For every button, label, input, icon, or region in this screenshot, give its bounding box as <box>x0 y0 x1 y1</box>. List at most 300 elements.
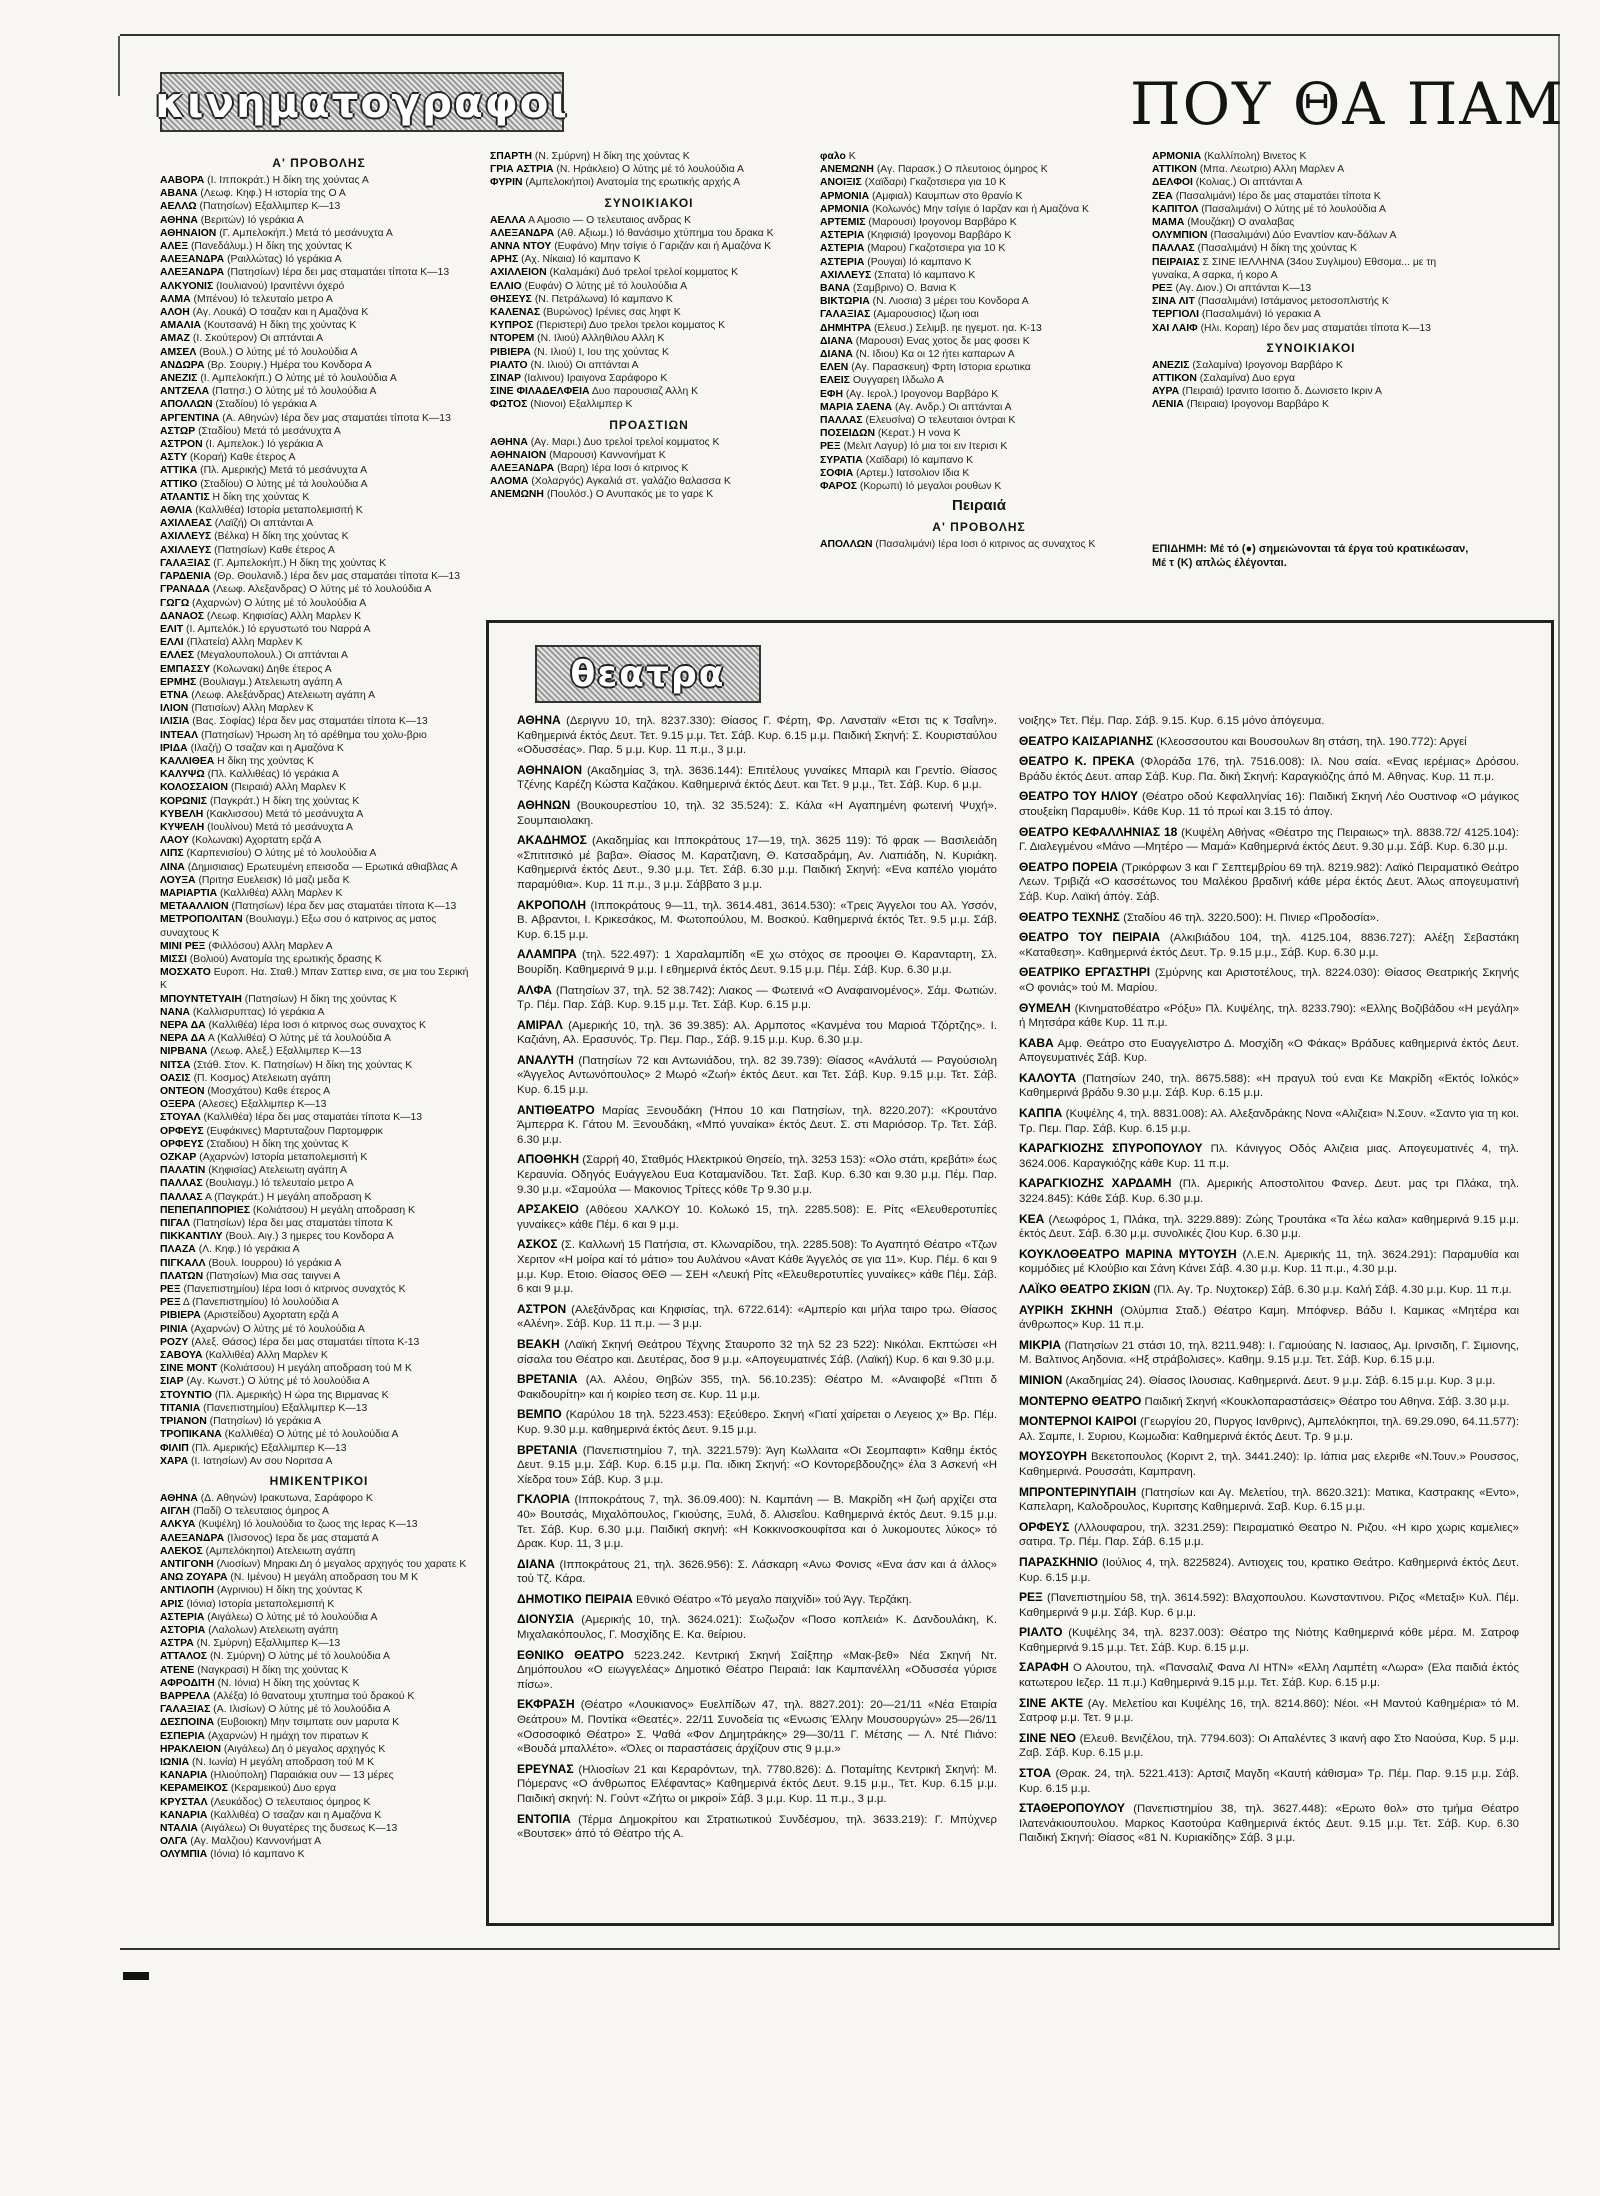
listing-details: (Μεγαλουπολουλ.) Οι απτάνται Α <box>196 650 348 662</box>
listing-entry <box>490 227 808 240</box>
listing-details: (Αγ. Λουκά) Ο τσαζαν και η Αμαζόνα Κ <box>192 307 369 319</box>
listing-details: (Πλ. Καλλιθέας) Ιό γεράκια Α <box>207 769 339 781</box>
listing-details: (Πατησίων) Καθε έτερος Α <box>214 544 335 556</box>
listing-details: (Αγρινιου) Η δίκη της χούντας Κ <box>216 1585 363 1597</box>
listing-details: (Ιλαζή) Ο τσαζαν και η Αμαζόνα Κ <box>190 742 344 754</box>
theatre-details: 5223.242. Κεντρική Σκηνή Σαίξπηρ «Μακ-βεθ» Νέα Σκηνή Ντ. Δημόπουλου «Ο ειωγγελέας» Δημοτικό Θέατρο Πειραιά: Ιακ Καμπανέλλη «Οδυσσέα γύρισε πίσω». <box>517 1649 997 1691</box>
listing-entry <box>160 1164 478 1177</box>
listing-name: ΑΝΤΖΕΛΑ <box>160 386 210 398</box>
listing-details: (Καλλιθέα) Αλλη Μαρλεν Κ <box>220 887 343 899</box>
listing-name: ΑΘΗΝΑ <box>160 1492 198 1504</box>
listing-details: (Πουλόσ.) Ο Ανυπακός με το γαρε Κ <box>546 489 714 501</box>
listing-entry <box>160 966 478 992</box>
listing-details: (Πασαλιμάνι) Ιό γερακια Α <box>1201 309 1321 321</box>
listing-entry <box>160 253 478 266</box>
listing-name: ΑΙΓΛΗ <box>160 1506 190 1518</box>
listing-name: ΜΙΝΙ ΡΕΞ <box>160 940 206 952</box>
listing-entry <box>820 176 1138 189</box>
cinema-column-1 <box>160 150 478 1861</box>
listing-entry <box>820 427 1138 440</box>
listing-details: (Λεωφ. Αλεξανδρας) Ο λύτης μέ τό λουλούδια Α <box>212 584 432 596</box>
listing-entry <box>160 1677 478 1690</box>
listing-name: ΑΘΗΝΑΙΟΝ <box>490 449 547 461</box>
listing-name: ΦΑΡΟΣ <box>820 481 858 493</box>
theatre-details: (Ακαδημίας και Ιπποκράτους 17—19, τηλ. 3625 119): Τό φρακ — Βασιλειάδη «Σπιτιτσικό μέ βαβα». Θίασος Μ. Καρατζιανη, Θ. Κατσαδράμη, Αν. Λιαπιάδη, Ν. Κυριάκη. Καθημερινά έκτός Δευτ., 9.30 μ.μ. Τετ. Σάβ. 6.30 μ.μ. Παιδική Σκηνή: «Ενα καπέλο γιομάτο παραμύθια». Κυρ. 11 π.μ., 3 μ.μ. Σάββατο 3 μ.μ. <box>517 835 997 891</box>
listing-entry <box>820 467 1138 480</box>
theatre-entry <box>1019 1282 1519 1298</box>
listing-name: ΑΜΣΕΛ <box>160 346 197 358</box>
listing-name: ΜΑΡΙΑΡΤΙΑ <box>160 887 218 899</box>
theatre-entry <box>517 798 997 828</box>
listing-details: (Μαρου) Γκαζοτσιερα για 10 Κ <box>867 243 1006 255</box>
theatre-name: ΚΟΥΚΛΟΘΕΑΤΡΟ ΜΑΡΙΝΑ ΜΥΤΟΥΣΗ <box>1019 1246 1237 1261</box>
theatre-entry <box>517 947 997 977</box>
listing-details: (Ιλισονος) Ιερα δε μας σταματά Α <box>227 1532 379 1544</box>
listing-entry <box>160 1558 478 1571</box>
theatre-column-left <box>517 713 997 1913</box>
listing-details: (Μπένου) Ιό τελευταίο μετρο Α <box>193 293 333 305</box>
listing-name: ΙΝΤΕΑΛ <box>160 729 199 741</box>
listing-entry <box>1152 176 1470 189</box>
listing-entry <box>160 755 478 768</box>
listing-name: ΚΥΒΕΛΗ <box>160 808 204 820</box>
theatre-details: Εθνικό Θέατρο «Τό μεγαλο παιχνίδι» τού Άγγ. Τερζάκη. <box>636 1593 912 1606</box>
listing-name: ΔΙΑΝΑ <box>820 335 853 347</box>
col4-suburban-list <box>1152 359 1470 412</box>
listing-name: ΑΡΜΟΝΙΑ <box>820 190 870 202</box>
listing-name: ΑΘΗΝΑ <box>160 214 198 226</box>
listing-entry <box>160 913 478 939</box>
theatre-name: ΒΡΕΤΑΝΙΑ <box>517 1442 578 1457</box>
theatre-name: ΑΥΡΙΚΗ ΣΚΗΝΗ <box>1019 1302 1113 1317</box>
listing-name: ΡΙΒΙΕΡΑ <box>160 1310 201 1322</box>
listing-entry <box>160 834 478 847</box>
listing-details: (Καρπενισίου) Ο λύτης μέ τό λουλούδια Α <box>186 848 377 860</box>
listing-details: (Ν. Σμύρνη) Εξαλλιμπερ Κ—13 <box>196 1638 341 1650</box>
theatre-details: (Ιπποκράτους 9—11, τηλ. 3614.481, 3614.530): «Τρεις Άγγελοι του Αλ. Υσσόν, Β. Αβραντοι, Ι. Κρικεσάκος, Μ. Φωτοπούλου, Μ. Βοσκού. Καθημερινά έκτός Τετ. 9.5 μ.μ. Σάβ. Κυρ. 6.15 μ.μ. <box>517 899 997 941</box>
listing-name: ΑΝΕΖΙΣ <box>160 373 198 385</box>
listing-name: ΣΤΟΥΝΤΙΟ <box>160 1389 212 1401</box>
listing-name: ΤΡΟΠΙΚΑΝΑ <box>160 1429 222 1441</box>
listing-details: (Α. Ιλισίων) Ο λύτης μέ τό λουλούδια Α <box>213 1704 391 1716</box>
theatre-name: ΡΙΑΛΤΟ <box>1019 1625 1063 1640</box>
listing-entry <box>160 610 478 623</box>
listing-entry <box>160 1809 478 1822</box>
theatre-details: (Γεωργίου 20, Πυργος Ιανθρινς), Αμπελόκηποι, τηλ. 69.29.090, 64.11.577): Αλ. Σαμπε, Ι. Συριου, Κωμωδια: Καθημερινά έκτός Δευτ. Τρ. 9 μ.μ. <box>1019 1416 1519 1443</box>
listing-entry <box>160 570 478 583</box>
listing-name: ΦΥΡΙΝ <box>490 177 523 189</box>
listing-name: ΧΑΙ ΛΑΙΦ <box>1152 322 1198 334</box>
listing-name: ΠΑΛΑΤΙΝ <box>160 1165 206 1177</box>
listing-entry <box>160 1019 478 1032</box>
theatre-entry <box>517 1018 997 1048</box>
theatre-entry <box>1019 930 1519 960</box>
theatre-entry <box>517 1592 997 1608</box>
theatre-name: ΣΤΑΘΕΡΟΠΟΥΛΟΥ <box>1019 1801 1125 1816</box>
listing-entry <box>490 332 808 345</box>
theatre-details: (Πατησίων και Αγ. Μελετίου, τηλ. 8620.321): Ματικα, Καστρακης «Εντο», Καπελαρη, Καλοδρουλος, Κυριτσης Καθημερινά. Σαβ. Κυρ. 6.15 μ.μ. <box>1019 1486 1519 1514</box>
listing-name: φαλο <box>820 151 846 162</box>
theatre-entry <box>517 1152 997 1197</box>
listing-name: ΑΝΩ ΖΟΥΑΡΑ <box>160 1572 228 1584</box>
theatre-entry <box>1019 1247 1519 1277</box>
listing-details: (Μπα. Λεωτριο) Αλλη Μαρλεν Α <box>1199 164 1345 176</box>
theatre-details: (Φλοράδα 176, τηλ. 7516.008): Ιλ. Νου σαία. «Ενας ιερέμιας» Δρόσου. Βράδυ έκτός Δευτ. απαρ Σάβ. Κυρ. Πα. δική Σκηνή: Καραγκιόζης άπό Μ. Αθηνας. Κυρ. 11 π.μ. <box>1019 756 1519 783</box>
theatre-details: (Θέατρο οδού Κεφαλληνίας 16): Παιδική Σκηνή Λέο Ουστινοφ «Ο μάγικος στουξείκη Παραμυθί». Κάθε Κυρ. 11 τό πρωί και 3.15 τό άπογ. <box>1019 791 1519 818</box>
listing-details: (Καλλιθέα) Ιέρα Ιοσι ό κιτρινος σως συναχτος Κ <box>208 1020 426 1031</box>
listing-details: (Ρουγαι) Ιό καμπανο Κ <box>867 256 972 268</box>
evening-heading: ΗΜΙΚΕΝΤΡΙΚΟΙ <box>269 1473 369 1488</box>
theatre-entry <box>1019 1766 1519 1796</box>
theatre-details: (Αμερικής 10, τηλ. 3624.021): Σωζωζον «Ποσο κοπλειά» Κ. Δανδουλάκη, Κ. Μιχαλακόπουλος, Γ. Μοσχίδης Ε. Κα. θείριου. <box>517 1614 998 1642</box>
listing-name: ΖΕΑ <box>1152 190 1173 202</box>
listing-name: ΑΥΡΑ <box>1152 386 1180 398</box>
listing-name: ΙΡΙΔΑ <box>160 742 188 754</box>
theatre-details: (Κινηματοθέατρο «Ρόξυ» Πλ. Κυψέλης, τηλ. 8233.790): «Ελλης Βοζιβάδου «Η μεγάλη» ή Μητσάρα κάθε Κυρ. 11 π.μ. <box>1019 1002 1519 1030</box>
listing-details: (Κολωνός) Μην τσίγιε ό Ιαρζαν και ή Αμαζόνα Κ <box>871 203 1089 215</box>
listing-entry <box>160 1389 478 1402</box>
listing-name: ΓΡΑΝΑΔΑ <box>160 584 210 596</box>
theatre-name: ΕΡΕΥΝΑΣ <box>517 1761 574 1776</box>
listing-entry <box>160 742 478 755</box>
listing-details: (Ευφάκινες) Μαρτυταζουν Παρτομφρικ <box>206 1125 383 1137</box>
listing-details: (Λ. Κηφ.) Ιό γεράκια Α <box>198 1244 300 1256</box>
listing-details: (Πασαλιμάνι) Ιέρα Ιοσι ό κιτρινος ας συναχτος Κ <box>875 539 1096 551</box>
listing-details: (Πλ. Αμερικής) Η ώρα της Βιρμανας Κ <box>214 1389 389 1401</box>
listing-entry <box>160 1283 478 1296</box>
listing-entry <box>160 1296 478 1309</box>
listing-details: (Κακλισσου) Μετά τό μεσάνυχτα Α <box>206 808 364 820</box>
listing-details: (Λεωφ. Κηφισίας) Αλλη Μαρλεν Κ <box>206 610 362 622</box>
listing-name: ΟΝΤΕΟΝ <box>160 1086 205 1098</box>
listing-entry <box>160 663 478 676</box>
theatre-entry <box>517 833 997 892</box>
listing-name: ΜΟΣΧΑΤΟ <box>160 967 211 979</box>
theatre-entry <box>517 1237 997 1296</box>
cinema-column-3 <box>820 150 1138 640</box>
listing-name: ΜΙΣΣΙ <box>160 953 187 965</box>
theatre-name: ΑΜΙΡΑΛ <box>517 1017 563 1032</box>
listing-entry <box>160 676 478 689</box>
listing-entry <box>160 1045 478 1058</box>
listing-entry <box>820 190 1138 203</box>
left-rule <box>118 36 120 96</box>
listing-entry <box>160 1217 478 1230</box>
listing-entry <box>160 993 478 1006</box>
listing-entry <box>160 861 478 874</box>
listing-details: (Πασαλιμάνι) Ο λύτης μέ τό λουλούδια Α <box>1201 203 1386 215</box>
listing-name: ΑΡΤΕΜΙΣ <box>820 217 866 229</box>
listing-name: ΑΛΕΞ <box>160 241 189 253</box>
listing-name: ΝΤΟΡΕΜ <box>490 333 535 345</box>
listing-name: ΠΑΛΛΑΣ <box>160 1178 203 1190</box>
listing-details: (Κηφισιά) Ιρογονομ Βαρβάρο Κ <box>867 230 1012 242</box>
listing-details: (Πειραιά) Αλλη Μαρλεν Κ <box>230 782 347 794</box>
theatre-details: (Αμερικής 10, τηλ. 36 39.385): Αλ. Αρμποτος «Κανμένα του Μαριοά Τζόρτζης». Ι. Καζιάνη, Αλ. Ερασυνός. Τρ. Πεμ. Παρ., Σάβ. 9.15 μ.μ. Κυρ. 6.30 μ.μ. <box>517 1019 997 1047</box>
listing-details: (Πασαλιμάνι) Ιστάμανος μετοσοπλιστής Κ <box>1197 296 1389 308</box>
listing-details: Δυο παρουσιαζ Αλλη Κ <box>591 386 699 398</box>
listing-details: (Ν. Ηράκλειο) Ο λύτης μέ τό λουλούδια Α <box>556 164 744 176</box>
top-rule <box>120 34 1560 36</box>
listing-details: (Βουλ. Ιουρρου) Ιό γεράκια Α <box>208 1257 342 1269</box>
outskirts-list <box>490 436 808 502</box>
listing-entry <box>160 1415 478 1428</box>
listing-details: (Πατησίων) Μια σας ταιγνει Α <box>205 1270 341 1282</box>
listing-entry <box>160 544 478 557</box>
listing-details: (Καλλισρυπτας) Ιό γεράκια Α <box>192 1006 325 1018</box>
theatre-name: ΓΚΛΟΡΙΑ <box>517 1492 570 1507</box>
listing-details: (Ιουλίνου) Μετά τό μεσάνυχτα Α <box>207 821 353 833</box>
listing-name: ΡΕΞ <box>160 1297 181 1309</box>
listing-name: ΑΧΙΛΛΕΥΣ <box>820 269 872 281</box>
listing-details: (Σαλαμίνα) Δυο εργα <box>1199 373 1295 385</box>
listing-name: ΑΣΤΕΡΙΑ <box>820 256 865 268</box>
listing-details: (Πατησίων) Ήρωση λη τό αρέθημα του χολυ-βριο <box>201 729 427 741</box>
theatre-details: (Πλ. Αγ. Τρ. Νυχτοκερ) Σάβ. 6.30 μ.μ. Καλή Σάβ. 4.30 μ.μ. Κυρ. 11 π.μ. <box>1153 1284 1512 1296</box>
listing-details: (Πασαλιμάνι) Ιέρο δε μας σταματάει τίποτα Κ <box>1175 190 1381 202</box>
listing-entry <box>160 1637 478 1650</box>
theatre-details: (Δεριγνυ 10, τηλ. 8237.330): Θίασος Γ. Φέρτη, Φρ. Λανσταϊν «Ετσι τις κ Τσαΐνη». Καθημερινά έκτός Δευτ. Τετ. 9.15 μ.μ. Τετ. Σάβ. Κυρ. 6.15 μ.μ. Παιδική Σκηνή: Σ. Κουρισταύλου «Οδυσσέας». Παρ. 5 μ.μ. Κυρ. 11 π.μ., 3 μ.μ. <box>517 715 997 757</box>
listing-entry <box>490 475 808 488</box>
listing-name: ΣΙΝΑΡ <box>490 373 522 385</box>
listing-details: (Δημισιαιας) Ερωτευμένη επεισοδα — Ερωτικά αθιαβλας Α <box>187 861 458 873</box>
theatre-name: ΜΟΥΣΟΥΡΗ <box>1019 1449 1087 1464</box>
listing-name: ΝΙΡΒΑΝΑ <box>160 1046 208 1058</box>
listing-name: ΛΙΠΣ <box>160 848 184 860</box>
theatre-name: ΛΑΪΚΟ ΘΕΑΤΡΟ ΣΚΙΩΝ <box>1019 1282 1151 1296</box>
listing-details: (Αχαρνών) Ο λύτης μέ τό λουλούδια Α <box>192 597 367 609</box>
listing-details: (Πατησίων) Ιέρα δεν μας σταματάει τίποτα Κ—13 <box>231 901 457 913</box>
listing-entry <box>160 808 478 821</box>
listing-entry <box>160 385 478 398</box>
listing-details: (Ναγκρασι) Η δίκη της χούντας Κ <box>197 1664 349 1676</box>
theatre-entry <box>517 1697 997 1756</box>
listing-name: ΑΛΕΞΑΝΔΡΑ <box>160 267 225 279</box>
theatre-name: ΑΛΑΜΠΡΑ <box>517 947 577 962</box>
theatre-entry <box>517 1443 997 1488</box>
listing-entry <box>820 216 1138 229</box>
listing-entry <box>160 478 478 491</box>
listing-entry <box>160 1743 478 1756</box>
listing-entry <box>160 187 478 200</box>
listing-name: ΒΑΡΡΕΛΑ <box>160 1690 211 1702</box>
theatre-masthead <box>535 645 761 703</box>
listing-details: (Αλεσες) Εξαλλιμπερ Κ—13 <box>198 1099 327 1111</box>
theatre-details: (Ελευθ. Βενιζέλου, τηλ. 7794.603): Οι Απαλέντες 3 ικανή αφο Στο Ναούσα, Κυρ. 5 μ.μ. Ζαβ. Σάβ. Κυρ. 6.15 μ.μ. <box>1019 1732 1520 1760</box>
listing-entry <box>1152 190 1470 203</box>
listing-entry <box>160 464 478 477</box>
listing-name: ΠΑΛΛΑΣ <box>160 1191 203 1203</box>
listing-entry <box>160 1571 478 1584</box>
theatre-name: ΘΕΑΤΡΟ Κ. ΠΡΕΚΑ <box>1019 754 1135 769</box>
listing-details: (Ιόνια) Ιό καμπανο Κ <box>210 1849 305 1861</box>
listing-details: (Κολιάτσου) Η μεγάλη αποδραση Κ <box>252 1204 415 1216</box>
listing-details: (Λιοσίων) Μηρακι Δη ό μεγαλος αρχηγός του χαρατε Κ <box>216 1558 467 1570</box>
listing-name: ΑΘΗΝΑ <box>490 436 528 448</box>
piraeus-subheading: Α' ΠΡΟΒΟΛΗΣ <box>932 520 1026 535</box>
theatre-name: ΘΕΑΤΡΙΚΟ ΕΡΓΑΣΤΗΡΙ <box>1019 965 1151 980</box>
listing-entry <box>160 1098 478 1111</box>
theatre-name: ΜΠΡΟΝΤΕΡΙΝΥΠΑΙΗ <box>1019 1484 1137 1499</box>
theatre-name: ΑΡΣΑΚΕΙΟ <box>517 1202 579 1217</box>
listing-details: (Ι. Ιατησίων) Αν σου Νοριτσα Α <box>191 1455 333 1467</box>
listing-name: ΑΛΚΥΟΝΙΣ <box>160 280 214 292</box>
theatre-entry <box>517 1492 997 1551</box>
listing-entry <box>160 200 478 213</box>
theatre-name: ΘΕΑΤΡΟ ΚΑΙΣΑΡΙΑΝΗΣ <box>1019 733 1154 748</box>
listing-name: ΕΣΠΕΡΙΑ <box>160 1730 205 1742</box>
listing-entry <box>490 240 808 253</box>
listing-name: ΔΕΛΦΟΙ <box>1152 177 1193 189</box>
theatre-details: (Σταδίου 46 τηλ. 3220.500): Η. Πινιερ «Προδοσία». <box>1123 911 1380 924</box>
listing-details: (Αμπελόκηποι) Ατελειωτη αγάπη <box>205 1545 356 1557</box>
theatre-details: (Αγ. Μελετίου και Κυψέλης 16, τηλ. 8214.860): Νέοι. «Η Μαντού Καθημέρια» τό Μ. Σατροφ μ.μ. Τετ. 9 μ.μ. <box>1019 1697 1519 1725</box>
listing-name: ΚΥΠΡΟΣ <box>490 320 534 332</box>
listing-details: (Αγ. Ιερολ.) Ιρογονομ Βαρβάρο Κ <box>845 388 999 400</box>
listing-name: ΑΝΕΜΩΝΗ <box>820 164 874 176</box>
listing-details: (Βουλιαγμ.) Εξω σου ό κατρινος ας ματος συναχτους Κ <box>160 914 437 939</box>
listing-name: ΑΠΟΛΛΩΝ <box>160 399 213 411</box>
theatre-name: ΔΙΑΝΑ <box>517 1556 555 1571</box>
listing-details: (Α. Αθηνών) Ιέρα δεν μας σταματάει τίποτα Κ—13 <box>222 412 451 424</box>
listing-details: Κ <box>848 151 856 162</box>
listing-details: (Νιονοι) Εξαλλιμπερ Κ <box>530 399 633 411</box>
listing-entry <box>160 597 478 610</box>
theatre-details: Μαρίας Ξενουδάκη (Ήπου 10 και Πατησίων, τηλ. 8220.207): «Κρουτάνο Άμπερρα Κ. Γάτου Μ. Ξενουδάκη, «Μπό γυναίκα» έκτός Δευτ. Σ. στι Μαριόσορ. Τρ. Τετ. Σάβ. 6.30 μ.μ. <box>517 1104 997 1146</box>
listing-entry <box>1152 150 1470 163</box>
listing-name: ΑΕΛΛΑ <box>490 214 526 226</box>
listing-details: (Πειραιά) Ιρανιτο Ισοιτιο δ. Δωνισετο Ικριν Α <box>1182 386 1382 398</box>
listing-details: (Περιστερι) Δυο τρελοι τρελοι κομματος Κ <box>536 320 726 332</box>
listing-name: ΝΙΤΣΑ <box>160 1059 191 1071</box>
listing-entry <box>160 1848 478 1861</box>
listing-details: Η δίκη της χούντας Κ <box>212 491 310 503</box>
listing-details: Δ (Πανεπιστημίου) Ιό λουλούδια Α <box>182 1297 339 1309</box>
listing-entry <box>820 322 1138 335</box>
listing-entry <box>160 1716 478 1729</box>
theatre-details: (Ηλιοσίων 21 και Κεραρόντων, τηλ. 7780.826): Δ. Ποταμίτης Κεντρική Σκηνή: Μ. Πόμερανς «Ο άνθρωπος Ελέφαντας» Καθημερινά έκτός Δευτ. 9.15 μ.μ., Τετ. Κυρ. 6.15 μ.μ. Παιδική σκηνή: Ν. Γούντ «Ζήτω οι μικροί» Σάβ. 3 μ.μ. Κυρ. 11 π.μ., 3 μ.μ. <box>517 1763 998 1805</box>
right-edge <box>1558 36 1560 1948</box>
theatre-name: ΒΕΑΚΗ <box>517 1336 560 1351</box>
listing-name: ΑΝΤΙΛΟΠΗ <box>160 1585 214 1597</box>
listing-name: ΑΠΟΛΛΩΝ <box>820 539 873 551</box>
listing-details: (Αμαρουσιος) Ιζωη ιοαι <box>873 309 979 321</box>
theatre-entry <box>1019 1394 1519 1410</box>
listing-details: (Κεραμεικού) Δυο εργα <box>230 1783 337 1795</box>
listing-name: ΝΤΑΛΙΑ <box>160 1822 198 1834</box>
listing-name: ΘΗΣΕΥΣ <box>490 293 532 305</box>
theatre-name: ΑΘΗΝΩΝ <box>517 797 571 812</box>
theatre-details: (Ιπποκράτους 21, τηλ. 3626.956): Σ. Λάσκαρη «Ανω Φονισς «Ενα άσν και ά άλλος» τού Τζ. Κάρα. <box>517 1558 997 1586</box>
listing-name: ΚΑΛΛΙΘΕΑ <box>160 755 215 767</box>
theatre-details: (Αλεξάνδρας και Κηφισίας, τηλ. 6722.614): «Αμπερίο και μήλα ταιρο τρω. Θίασος «Αλένη». Σάβ. Κυρ. 11 π.μ. — 3 μ.μ. <box>517 1303 997 1331</box>
listing-name: ΣΙΝΕ ΜΟΝΤ <box>160 1363 218 1375</box>
listing-name: ΓΑΛΑΞΙΑΣ <box>820 309 871 321</box>
listing-entry <box>160 1191 478 1204</box>
listing-details: (Γ. Αμπελοκήπ.) Η δίκη της χούντας Κ <box>213 557 387 569</box>
listing-entry <box>160 781 478 794</box>
listing-details: (Πλ. Αμερικής) Μετά τό μεσάνυχτα Α <box>200 465 368 477</box>
listing-details: (Αλεξ. Θάσος) Ιέρα δει μας σταματάει τίποτα Κ-13 <box>191 1336 420 1348</box>
listing-details: (Χαϊδαρι) Γκαζοτσιερα για 10 Κ <box>864 177 1006 189</box>
theatre-entry <box>517 1762 997 1807</box>
listing-entry <box>160 729 478 742</box>
theatre-name: ΣΤΟΑ <box>1019 1766 1051 1781</box>
listing-entry <box>820 269 1138 282</box>
theatre-entry <box>517 713 997 758</box>
listing-details: (Βουλ. Αιγ.) 3 ημερες του Κονδορα Α <box>225 1231 394 1243</box>
theatre-details: (Ολύμπια Σταδ.) Θέατρο Καμη. Μπόφνερ. Βάδυ Ι. Καμικας «Μητέρα και άνθρωπος» Κυρ. 11 π.μ. <box>1019 1304 1520 1332</box>
listing-details: (Αγ. Διον.) Οι απτάνται Κ—13 <box>1175 283 1312 295</box>
listing-details: (Λαϊζή) Οι απτάνται Α <box>214 518 314 530</box>
listing-name: ΑΣΤΟΡΙΑ <box>160 1624 206 1636</box>
theatre-details: (Λλλουφαρου, τηλ. 3231.259): Πειραματικό Θεατρο Ν. Ριζου. «Η κιρο χωρις καμελιες» σατιρα. Τρ. Πέμ. Παρ. Σάβ. 6.15 μ.μ. <box>1019 1521 1519 1549</box>
listing-details: (Ι. Σκούτερον) Οι απτάνται Α <box>192 333 324 345</box>
listing-details: (Στάθ. Στον. Κ. Πατησίων) Η δίκη της χούντας Κ <box>193 1059 413 1071</box>
listing-name: ΓΡΙΑ ΑΣΤΡΙΑ <box>490 164 554 176</box>
listing-name: ΣΟΦΙΑ <box>820 467 854 479</box>
listing-details: (Φιλλόσου) Αλλη Μαρλεν Α <box>208 940 333 952</box>
listing-name: ΔΕΣΠΟΙΝΑ <box>160 1717 215 1729</box>
listing-entry <box>160 346 478 359</box>
listing-details: (Σαμβρινο) Ο. Βανια Κ <box>852 283 957 295</box>
listing-name: ΣΤΟΥΑΛ <box>160 1112 201 1124</box>
listing-name: ΑΝΔΩΡΑ <box>160 359 205 371</box>
theatre-entry <box>517 1202 997 1232</box>
listing-details: (Κορωπι) Ιό μεγαλοι ρουθων Κ <box>859 481 1002 493</box>
theatre-entry <box>1019 1212 1519 1242</box>
theatre-entry <box>517 1812 997 1842</box>
listing-details: (Πανεπιστημίου) Εξαλλιμπερ Κ—13 <box>203 1402 368 1414</box>
listing-entry <box>160 1442 478 1455</box>
listing-name: ΣΙΝΑ ΛΙΤ <box>1152 296 1195 308</box>
theatre-details: (Κυψέλη Αθήνας «Θέατρο της Πειραιως» τηλ. 8838.72/ 4125.104): Γ. Διαλεγμένου «Μάνο —Μητέρο — Μαμά» Καθημερινά έκτός Δευτ. 9.30 μ.μ. Σάβ. Κυρ. 6.30 μ.μ. <box>1019 826 1519 854</box>
listing-entry <box>160 451 478 464</box>
listing-name: ΠΟΣΕΙΔΩΝ <box>820 428 875 440</box>
theatre-entry <box>1019 825 1519 855</box>
listing-name: ΕΛΛΙ <box>160 637 184 649</box>
theatre-details: Αμφ. Θεάτρο στο Ευαγγελιστρο Δ. Μοσχίδη «Ο Φάκας» Βράδυες καθημερινά έκτός Δευτ. Απογευματινές Σάβ. Κυρ. <box>1019 1037 1519 1065</box>
theatre-entry <box>517 1372 997 1402</box>
theatre-entry <box>517 1337 997 1367</box>
listing-name: ΕΛΕΝ <box>820 362 849 374</box>
theatre-entry <box>1019 965 1519 995</box>
listing-entry <box>160 319 478 332</box>
listing-details: (Βεριτών) Ιό γεράκια Α <box>200 214 304 226</box>
theatre-name: ΑΠΟΘΗΚΗ <box>517 1152 579 1167</box>
listing-entry <box>160 1177 478 1190</box>
listing-details: (Αμπελοκήποι) Ανατομία της ερωτικής αρχής Α <box>525 177 741 189</box>
listing-name: ΛΟΥΞΑ <box>160 874 196 886</box>
listing-details: (Αχ. Νίκαια) Ιό καμπανο Κ <box>521 254 641 266</box>
theatre-name: ΜΟΝΤΕΡΝΟΙ ΚΑΙΡΟΙ <box>1019 1414 1137 1429</box>
listing-name: ΑΡΜΟΝΙΑ <box>1152 151 1202 162</box>
listing-details: (Μελιτ Λαγυρ) Ιό μια τοι ειν Ιτερισι Κ <box>843 441 1008 453</box>
listing-name: ΣΥΡΑΤΙΑ <box>820 454 863 466</box>
listing-entry <box>160 1059 478 1072</box>
listing-entry <box>490 436 808 449</box>
listing-entry <box>490 462 808 475</box>
listing-entry <box>160 1822 478 1835</box>
theatre-entry <box>1019 1731 1519 1761</box>
listing-details: (Χολαργός) Αγκαλιά στ. γαλάζιο θαλασσα Κ <box>531 476 731 488</box>
listing-entry <box>160 1257 478 1270</box>
listing-details: (Ν. Λιοσια) 3 μέρει του Κονδορα Α <box>872 296 1029 308</box>
listing-details: (Πατησίων) Εξαλλιμπερ Κ—13 <box>199 201 341 213</box>
listing-entry <box>160 1323 478 1336</box>
listing-entry <box>160 1769 478 1782</box>
listing-name: ΕΡΜΗΣ <box>160 676 197 688</box>
